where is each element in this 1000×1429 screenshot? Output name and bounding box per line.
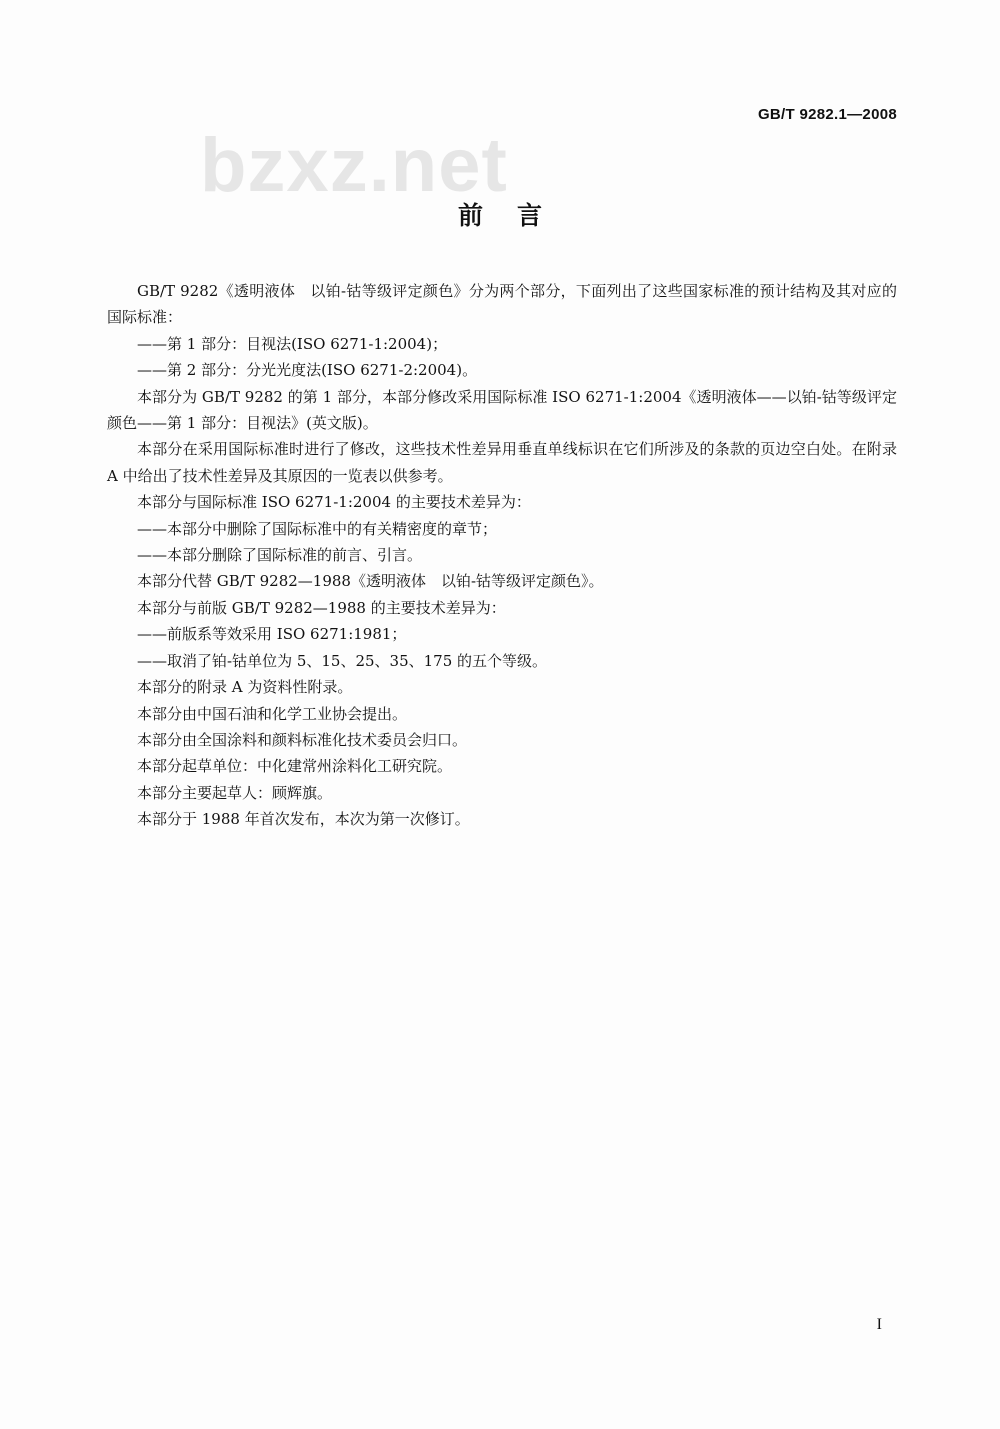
page-title: 前言 [457, 201, 576, 230]
paragraph-adoption: 本部分为 GB/T 9282 的第 1 部分，本部分修改采用国际标准 ISO 6271-1:2004《透明液体——以铂-钴等级评定颜色——第 1 部分：目视法》(英文版)。 [107, 387, 897, 433]
page-number: I [876, 1316, 882, 1333]
standard-number: GB/T 9282.1—2008 [757, 106, 897, 123]
paragraph-part2: ——第 2 部分：分光光度法(ISO 6271-2:2004)。 [137, 361, 478, 380]
paragraph-part1: ——第 1 部分：目视法(ISO 6271-1:2004)； [137, 334, 448, 353]
paragraph-drafting-unit: 本部分起草单位：中化建常州涂料化工研究院。 [137, 757, 453, 776]
watermark: bzxz.net [200, 123, 508, 208]
paragraph-intl-differences-intro: 本部分与国际标准 ISO 6271-1:2004 的主要技术差异为： [137, 493, 531, 512]
paragraph-prev-difference-2: ——取消了铂-钴单位为 5、15、25、35、175 的五个等级。 [137, 651, 548, 670]
paragraph-drafters: 本部分主要起草人：顾辉旗。 [137, 783, 333, 802]
paragraph-annex: 本部分的附录 A 为资料性附录。 [137, 678, 353, 697]
paragraph-intl-difference-1: ——本部分中删除了国际标准中的有关精密度的章节； [137, 519, 498, 538]
paragraph-replaces: 本部分代替 GB/T 9282—1988《透明液体 以铂-钴等级评定颜色》。 [137, 572, 604, 591]
paragraph-modification: 本部分在采用国际标准时进行了修改，这些技术性差异用垂直单线标识在它们所涉及的条款的页边空白处。在附录 A 中给出了技术性差异及其原因的一览表以供参考。 [107, 440, 897, 485]
paragraph-structure-intro: GB/T 9282《透明液体 以铂-钴等级评定颜色》分为两个部分，下面列出了这些国家标准的预计结构及其对应的国际标准： [107, 282, 897, 327]
paragraph-prev-differences-intro: 本部分与前版 GB/T 9282—1988 的主要技术差异为： [137, 598, 506, 617]
paragraph-proposed-by: 本部分由中国石油和化学工业协会提出。 [137, 704, 408, 723]
foreword-body [107, 278, 897, 833]
paragraph-prev-difference-1: ——前版系等效采用 ISO 6271:1981； [137, 625, 407, 644]
paragraph-release-history: 本部分于 1988 年首次发布，本次为第一次修订。 [137, 810, 470, 829]
paragraph-centralized-by: 本部分由全国涂料和颜料标准化技术委员会归口。 [137, 730, 468, 749]
paragraph-intl-difference-2: ——本部分删除了国际标准的前言、引言。 [137, 546, 423, 565]
